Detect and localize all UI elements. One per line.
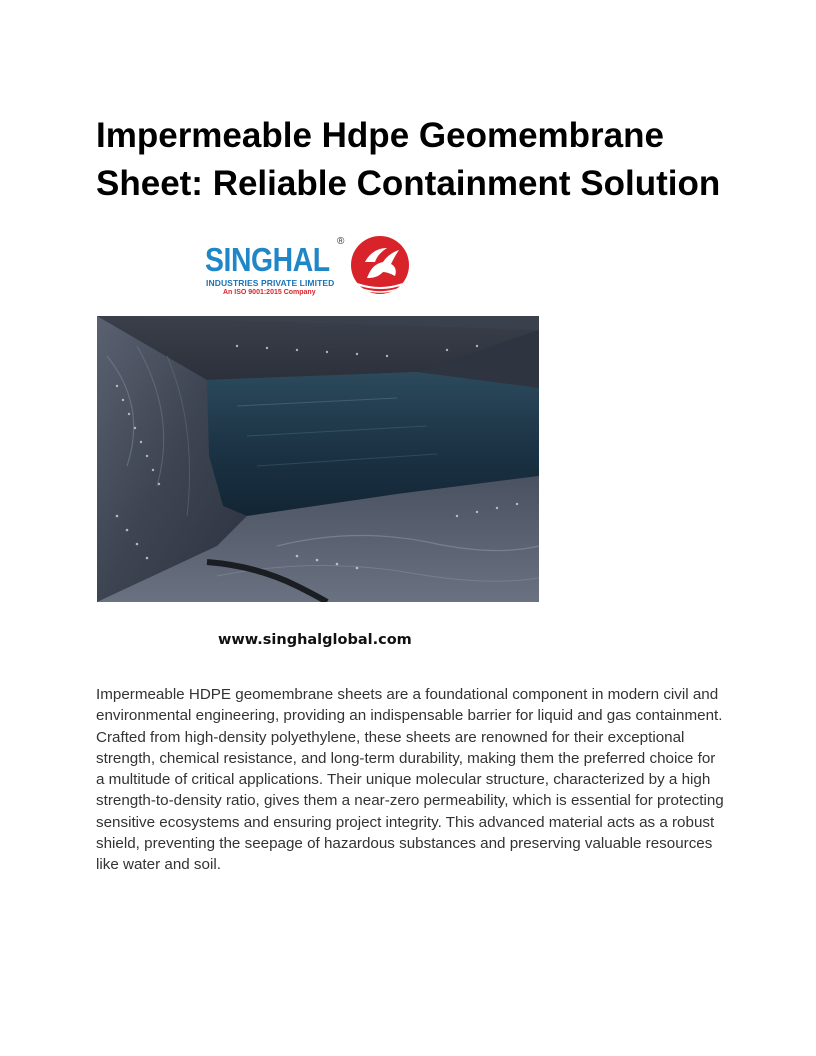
logo-certification: An ISO 9001:2015 Company	[223, 289, 316, 296]
pegasus-emblem-icon	[349, 234, 411, 296]
body-paragraph: Impermeable HDPE geomembrane sheets are a foundational component in modern civil and environmental engineering, providing an indispensable barrier for liquid and gas containment. Crafted from high-density polyethylene, these sheets are renowned for their exceptional strength, chemical resistance, and long-term durability, making them the preferred choice for a multitude of critical applications. Their unique molecular structure, characterized by a high strength-to-density ratio, gives them a near-zero permeability, which is essential for protecting sensitive ecosystems and ensuring project integrity. This advanced material acts as a robust shield, preventing the seepage of hazardous substances and preserving valuable resources like water and soil.	[96, 686, 724, 874]
logo-subtitle: INDUSTRIES PRIVATE LIMITED	[206, 278, 335, 288]
hero-figure	[97, 228, 539, 602]
pond-liner-photo	[97, 316, 539, 602]
page-title: Impermeable Hdpe Geomembrane Sheet: Reliable Containment Solution	[96, 116, 721, 203]
registered-mark: ®	[337, 236, 345, 247]
company-logo	[205, 234, 405, 300]
website-url[interactable]: www.singhalglobal.com	[218, 632, 412, 648]
logo-wordmark: SINGHAL	[205, 241, 330, 278]
